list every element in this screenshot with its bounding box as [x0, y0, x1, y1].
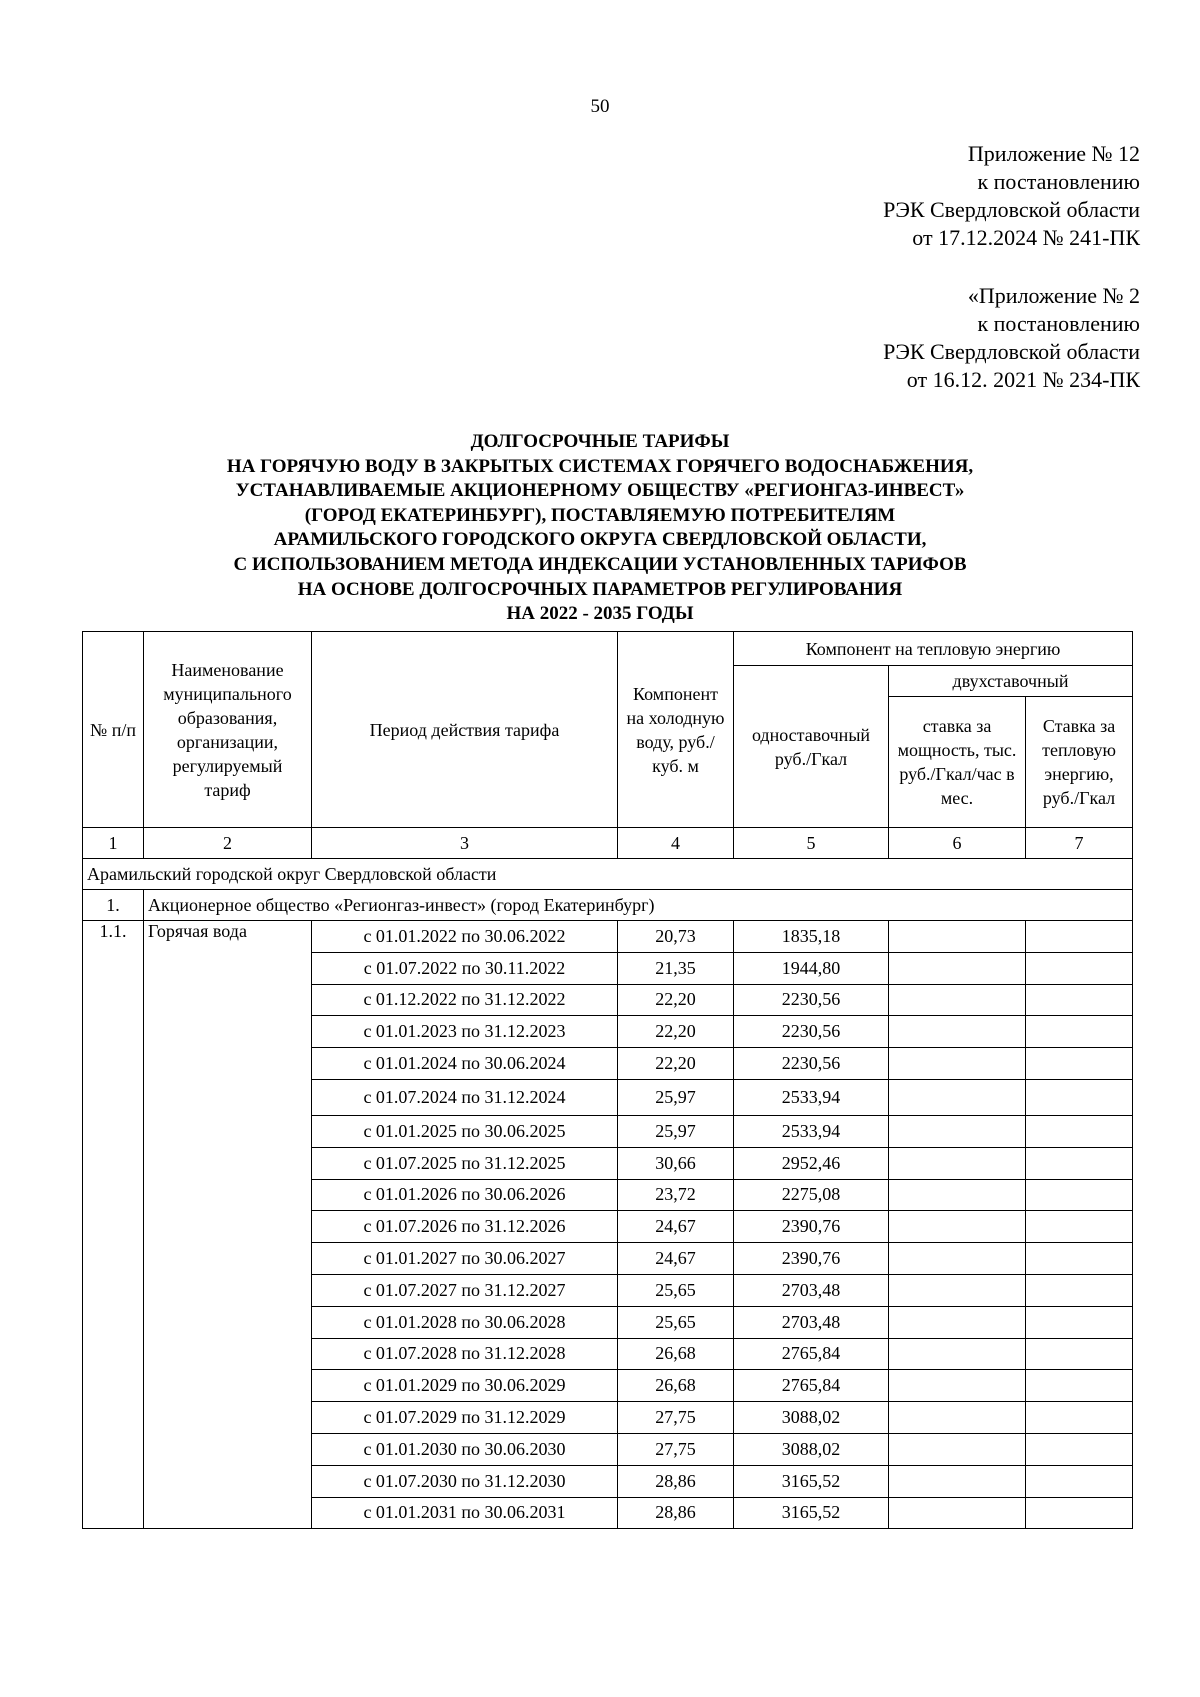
title-line: НА ОСНОВЕ ДОЛГОСРОЧНЫХ ПАРАМЕТРОВ РЕГУЛИРОВАНИЯ — [297, 578, 903, 600]
energy-rate-cell — [1026, 984, 1133, 1016]
cold-water-cell: 22,20 — [618, 1048, 734, 1080]
cold-water-cell: 21,35 — [618, 952, 734, 984]
appendix-current — [883, 140, 1140, 252]
capacity-rate-cell — [889, 1274, 1026, 1306]
header-num: № п/п — [83, 632, 144, 828]
section-title: Арамильский городской округ Свердловской области — [83, 859, 1133, 890]
single-rate-cell: 2230,56 — [734, 1016, 889, 1048]
energy-rate-cell — [1026, 1370, 1133, 1402]
tariff-table — [82, 631, 1133, 1529]
capacity-rate-cell — [889, 952, 1026, 984]
column-number: 6 — [889, 828, 1026, 859]
column-number: 2 — [144, 828, 312, 859]
single-rate-cell: 2952,46 — [734, 1147, 889, 1179]
title-line: УСТАНАВЛИВАЕМЫЕ АКЦИОНЕРНОМУ ОБЩЕСТВУ «РЕГИОНГАЗ-ИНВЕСТ» — [235, 480, 965, 502]
single-rate-cell: 2533,94 — [734, 1115, 889, 1147]
capacity-rate-cell — [889, 1306, 1026, 1338]
appendix-original — [883, 282, 1140, 394]
energy-rate-cell — [1026, 1243, 1133, 1275]
cold-water-cell: 22,20 — [618, 984, 734, 1016]
single-rate-cell: 1944,80 — [734, 952, 889, 984]
column-number: 7 — [1026, 828, 1133, 859]
period-cell: с 01.07.2030 по 31.12.2030 — [312, 1465, 618, 1497]
capacity-rate-cell — [889, 1048, 1026, 1080]
single-rate-cell: 2230,56 — [734, 1048, 889, 1080]
capacity-rate-cell — [889, 1433, 1026, 1465]
cold-water-cell: 25,97 — [618, 1079, 734, 1115]
item-number: 1.1. — [83, 921, 144, 1529]
cold-water-cell: 23,72 — [618, 1179, 734, 1211]
energy-rate-cell — [1026, 1306, 1133, 1338]
period-cell: с 01.01.2029 по 30.06.2029 — [312, 1370, 618, 1402]
appendix-current-line4: от 17.12.2024 № 241-ПК — [912, 225, 1140, 250]
energy-rate-cell — [1026, 1465, 1133, 1497]
energy-rate-cell — [1026, 1048, 1133, 1080]
energy-rate-cell — [1026, 1338, 1133, 1370]
capacity-rate-cell — [889, 1497, 1026, 1529]
appendix-original-line3: РЭК Свердловской области — [883, 339, 1140, 364]
capacity-rate-cell — [889, 1211, 1026, 1243]
energy-rate-cell — [1026, 921, 1133, 953]
appendix-original-line2: к постановлению — [977, 311, 1140, 336]
energy-rate-cell — [1026, 1179, 1133, 1211]
header-capacity-rate: ставка за мощность, тыс. руб./Гкал/час в мес. — [889, 697, 1026, 828]
period-cell: с 01.01.2031 по 30.06.2031 — [312, 1497, 618, 1529]
header-period: Период действия тарифа — [312, 632, 618, 828]
period-cell: с 01.01.2026 по 30.06.2026 — [312, 1179, 618, 1211]
header-single-rate: одноставочный руб./Гкал — [734, 666, 889, 828]
capacity-rate-cell — [889, 1179, 1026, 1211]
cold-water-cell: 26,68 — [618, 1338, 734, 1370]
single-rate-cell: 1835,18 — [734, 921, 889, 953]
item-name: Горячая вода — [144, 921, 312, 1529]
cold-water-cell: 26,68 — [618, 1370, 734, 1402]
period-cell: с 01.01.2023 по 31.12.2023 — [312, 1016, 618, 1048]
period-cell: с 01.01.2022 по 30.06.2022 — [312, 921, 618, 953]
capacity-rate-cell — [889, 1402, 1026, 1434]
energy-rate-cell — [1026, 1211, 1133, 1243]
table-row — [83, 921, 1133, 953]
capacity-rate-cell — [889, 1115, 1026, 1147]
column-number: 4 — [618, 828, 734, 859]
cold-water-cell: 30,66 — [618, 1147, 734, 1179]
single-rate-cell: 2275,08 — [734, 1179, 889, 1211]
cold-water-cell: 27,75 — [618, 1402, 734, 1434]
appendix-current-line1: Приложение № 12 — [967, 141, 1140, 166]
column-number: 1 — [83, 828, 144, 859]
title-line: НА 2022 - 2035 ГОДЫ — [506, 603, 694, 625]
period-cell: с 01.07.2028 по 31.12.2028 — [312, 1338, 618, 1370]
single-rate-cell: 3088,02 — [734, 1402, 889, 1434]
single-rate-cell: 2533,94 — [734, 1079, 889, 1115]
cold-water-cell: 25,97 — [618, 1115, 734, 1147]
cold-water-cell: 25,65 — [618, 1306, 734, 1338]
single-rate-cell: 2765,84 — [734, 1338, 889, 1370]
cold-water-cell: 24,67 — [618, 1211, 734, 1243]
cold-water-cell: 27,75 — [618, 1433, 734, 1465]
energy-rate-cell — [1026, 1079, 1133, 1115]
organization-row — [83, 890, 1133, 921]
capacity-rate-cell — [889, 1147, 1026, 1179]
period-cell: с 01.01.2028 по 30.06.2028 — [312, 1306, 618, 1338]
period-cell: с 01.01.2025 по 30.06.2025 — [312, 1115, 618, 1147]
header-name: Наименование муниципального образования, организации, регулируемый тариф — [144, 632, 312, 828]
organization-name: Акционерное общество «Регионгаз-инвест» (город Екатеринбург) — [144, 890, 1133, 921]
appendix-original-line1: «Приложение № 2 — [967, 283, 1140, 308]
period-cell: с 01.07.2024 по 31.12.2024 — [312, 1079, 618, 1115]
column-number: 5 — [734, 828, 889, 859]
energy-rate-cell — [1026, 1115, 1133, 1147]
energy-rate-cell — [1026, 1016, 1133, 1048]
page-number: 50 — [590, 96, 610, 117]
header-energy-rate: Ставка за тепловую энергию, руб./Гкал — [1026, 697, 1133, 828]
cold-water-cell: 20,73 — [618, 921, 734, 953]
appendix-original-line4: от 16.12. 2021 № 234-ПК — [906, 367, 1140, 392]
single-rate-cell: 2230,56 — [734, 984, 889, 1016]
energy-rate-cell — [1026, 1402, 1133, 1434]
period-cell: с 01.01.2024 по 30.06.2024 — [312, 1048, 618, 1080]
period-cell: с 01.07.2027 по 31.12.2027 — [312, 1274, 618, 1306]
appendix-current-line3: РЭК Свердловской области — [883, 197, 1140, 222]
capacity-rate-cell — [889, 1079, 1026, 1115]
header-heat-group: Компонент на тепловую энергию — [734, 632, 1133, 666]
period-cell: с 01.07.2029 по 31.12.2029 — [312, 1402, 618, 1434]
capacity-rate-cell — [889, 921, 1026, 953]
title-line: ДОЛГОСРОЧНЫЕ ТАРИФЫ — [470, 431, 730, 452]
title-line: АРАМИЛЬСКОГО ГОРОДСКОГО ОКРУГА СВЕРДЛОВСКОЙ ОБЛАСТИ, — [273, 529, 927, 551]
energy-rate-cell — [1026, 1274, 1133, 1306]
capacity-rate-cell — [889, 1370, 1026, 1402]
appendix-current-line2: к постановлению — [977, 169, 1140, 194]
column-number: 3 — [312, 828, 618, 859]
single-rate-cell: 2703,48 — [734, 1306, 889, 1338]
cold-water-cell: 28,86 — [618, 1465, 734, 1497]
period-cell: с 01.01.2027 по 30.06.2027 — [312, 1243, 618, 1275]
capacity-rate-cell — [889, 984, 1026, 1016]
energy-rate-cell — [1026, 1433, 1133, 1465]
period-cell: с 01.12.2022 по 31.12.2022 — [312, 984, 618, 1016]
single-rate-cell: 3165,52 — [734, 1465, 889, 1497]
capacity-rate-cell — [889, 1243, 1026, 1275]
period-cell: с 01.07.2025 по 31.12.2025 — [312, 1147, 618, 1179]
energy-rate-cell — [1026, 1497, 1133, 1529]
single-rate-cell: 3165,52 — [734, 1497, 889, 1529]
header-cold-water: Компонент на холодную воду, руб./куб. м — [618, 632, 734, 828]
cold-water-cell: 25,65 — [618, 1274, 734, 1306]
title-line: (ГОРОД ЕКАТЕРИНБУРГ), ПОСТАВЛЯЕМУЮ ПОТРЕБИТЕЛЯМ — [304, 504, 896, 526]
period-cell: с 01.07.2022 по 30.11.2022 — [312, 952, 618, 984]
title-line: НА ГОРЯЧУЮ ВОДУ В ЗАКРЫТЫХ СИСТЕМАХ ГОРЯЧЕГО ВОДОСНАБЖЕНИЯ, — [226, 455, 974, 477]
single-rate-cell: 2703,48 — [734, 1274, 889, 1306]
section-row — [83, 859, 1133, 890]
cold-water-cell: 22,20 — [618, 1016, 734, 1048]
title-line: С ИСПОЛЬЗОВАНИЕМ МЕТОДА ИНДЕКСАЦИИ УСТАНОВЛЕННЫХ ТАРИФОВ — [233, 553, 967, 575]
cold-water-cell: 28,86 — [618, 1497, 734, 1529]
capacity-rate-cell — [889, 1016, 1026, 1048]
organization-number: 1. — [83, 890, 144, 921]
cold-water-cell: 24,67 — [618, 1243, 734, 1275]
document-title — [0, 430, 1200, 627]
capacity-rate-cell — [889, 1465, 1026, 1497]
single-rate-cell: 2765,84 — [734, 1370, 889, 1402]
period-cell: с 01.01.2030 по 30.06.2030 — [312, 1433, 618, 1465]
single-rate-cell: 2390,76 — [734, 1243, 889, 1275]
single-rate-cell: 3088,02 — [734, 1433, 889, 1465]
single-rate-cell: 2390,76 — [734, 1211, 889, 1243]
column-numbers-row — [83, 828, 1133, 859]
period-cell: с 01.07.2026 по 31.12.2026 — [312, 1211, 618, 1243]
capacity-rate-cell — [889, 1338, 1026, 1370]
energy-rate-cell — [1026, 952, 1133, 984]
energy-rate-cell — [1026, 1147, 1133, 1179]
header-two-rate: двухставочный — [889, 666, 1133, 697]
